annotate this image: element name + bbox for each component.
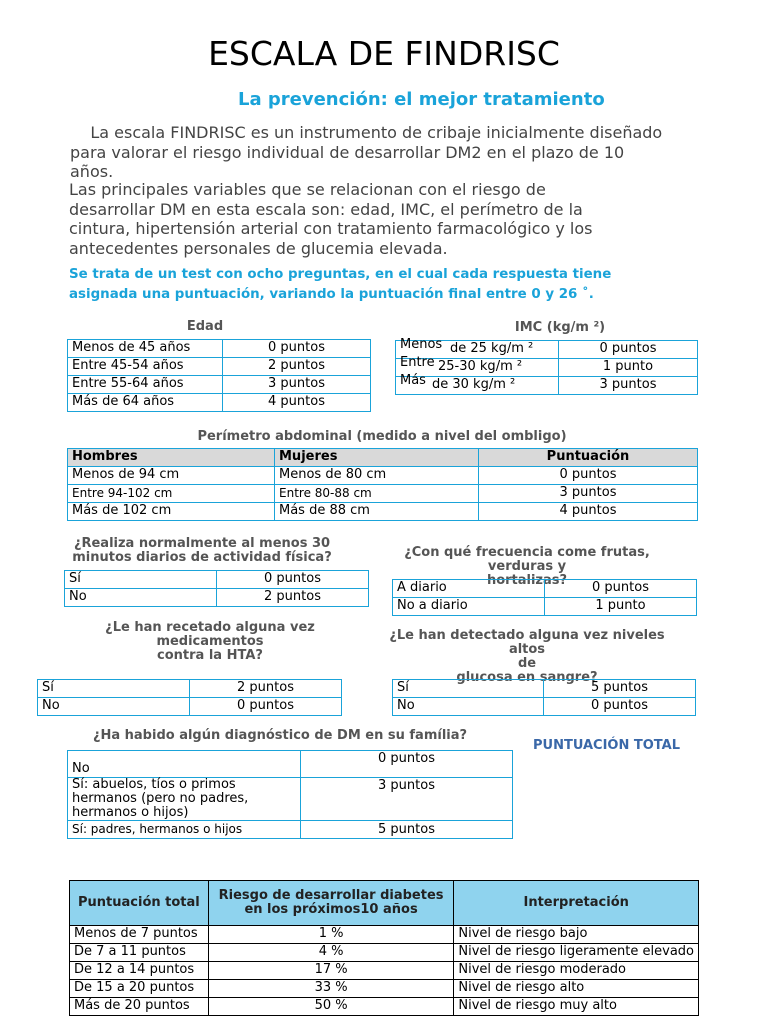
table-row: [68, 340, 371, 358]
intro-paragraph-3: Se trata de un test con ocho preguntas, en el cual cada respuesta tiene asignada una puntuación, variando la puntuación final entre 0 y 26 ˚.: [69, 267, 612, 302]
table-row: [68, 778, 513, 821]
table-cell: Nivel de riesgo muy alto: [454, 998, 699, 1016]
total-score-label: PUNTUACIÓN TOTAL: [533, 738, 681, 753]
table-cell: No: [65, 589, 217, 607]
table-cell: Nivel de riesgo alto: [454, 980, 699, 998]
table-row: [68, 821, 513, 839]
table-cell: Sí: [38, 680, 190, 698]
table-cell: 4 puntos: [479, 503, 698, 521]
table-cell: Sí: [65, 571, 217, 589]
table-cell: De 15 a 20 puntos: [70, 980, 209, 998]
table-cell: 1 punto: [545, 598, 697, 616]
table-cell: 50 %: [208, 998, 454, 1016]
table-cell: 3 puntos: [479, 485, 698, 503]
table-cell: 5 puntos: [544, 680, 696, 698]
table-row: [70, 926, 699, 944]
header-riesgo: Riesgo de desarrollar diabetes en los próximos10 años: [208, 881, 454, 926]
label-line: ¿Le han detectado alguna vez niveles altos: [389, 628, 665, 657]
table-row: [68, 485, 698, 503]
familia-table: [67, 750, 513, 839]
table-cell: 2 puntos: [217, 589, 369, 607]
table-row: [38, 680, 342, 698]
table-row: [393, 698, 696, 716]
table-cell: 0 puntos: [223, 340, 371, 358]
table-cell: Sí: [393, 680, 544, 698]
table-cell: Entre 55-64 años: [68, 376, 223, 394]
table-cell: Menos de 7 puntos: [70, 926, 209, 944]
hta-table: [37, 679, 342, 716]
table-cell: 3 puntos: [559, 377, 698, 395]
table-cell: 17 %: [208, 962, 454, 980]
edad-table: [67, 339, 371, 412]
frutas-table: [392, 579, 697, 616]
table-row: [68, 467, 698, 485]
table-header-row: [68, 449, 698, 467]
table-cell: 2 puntos: [223, 358, 371, 376]
table-cell: No a diario: [393, 598, 545, 616]
header-puntuacion: Puntuación: [479, 449, 698, 467]
table-row: [68, 503, 698, 521]
table-cell: 3 puntos: [223, 376, 371, 394]
table-cell: 0 puntos: [559, 341, 698, 359]
intro-paragraph-2: Las principales variables que se relacionan con el riesgo de desarrollar DM en esta escala son: edad, IMC, el perímetro de la cintura, hipertensión arterial con tratamiento farmacológico y los antecedentes personales de glucemia elevada.: [69, 180, 593, 258]
hta-label: [80, 621, 340, 663]
imc-range: 25-30 kg/m ²: [438, 359, 523, 374]
table-cell: Menos de 80 cm: [275, 467, 479, 485]
table-cell: [396, 373, 559, 395]
table-row: [68, 751, 513, 778]
table-cell: 3 puntos: [301, 778, 513, 821]
imc-prefix: Menos: [400, 337, 443, 352]
label-line: medicamentos: [156, 634, 264, 649]
table-row: [396, 341, 698, 359]
table-cell: 4 puntos: [223, 394, 371, 412]
table-cell: Menos de 94 cm: [68, 467, 275, 485]
perimetro-table: [67, 448, 698, 521]
label-line: hortalizas?: [486, 573, 568, 588]
table-cell: 33 %: [208, 980, 454, 998]
table-cell: No: [393, 698, 544, 716]
risk-table: [69, 880, 699, 1016]
familia-label: ¿Ha habido algún diagnóstico de DM en su família?: [92, 728, 468, 743]
perimetro-label: Perímetro abdominal (medido a nivel del ombligo): [197, 429, 567, 444]
table-row: [70, 998, 699, 1016]
table-header-row: [70, 881, 699, 926]
imc-prefix: Más: [400, 373, 426, 388]
imc-prefix: Entre: [400, 355, 435, 370]
table-row: [393, 580, 697, 598]
table-row: [70, 962, 699, 980]
edad-label: Edad: [186, 319, 224, 334]
table-row: [38, 698, 342, 716]
table-cell: Entre 45-54 años: [68, 358, 223, 376]
table-cell: 1 punto: [559, 359, 698, 377]
table-cell: De 7 a 11 puntos: [70, 944, 209, 962]
table-cell: 0 puntos: [545, 580, 697, 598]
table-cell: A diario: [393, 580, 545, 598]
table-cell: Entre 94-102 cm: [68, 485, 275, 503]
label-line: minutos diarios de actividad física?: [72, 550, 332, 565]
table-cell: Entre 80-88 cm: [275, 485, 479, 503]
label-line: ¿Le han recetado alguna vez: [105, 620, 315, 635]
table-cell: Sí: padres, hermanos o hijos: [68, 821, 301, 839]
label-line: glucosa en sangre?: [456, 670, 598, 685]
table-cell: 0 puntos: [217, 571, 369, 589]
imc-table: [395, 337, 698, 395]
table-cell: 0 puntos: [544, 698, 696, 716]
imc-range: de 25 kg/m ²: [450, 341, 534, 356]
header-puntuacion-total: Puntuación total: [70, 881, 209, 926]
table-row: [68, 358, 371, 376]
table-cell: Nivel de riesgo bajo: [454, 926, 699, 944]
header-hombres: Hombres: [68, 449, 275, 467]
table-cell: 5 puntos: [301, 821, 513, 839]
label-line: de: [517, 656, 537, 671]
header-mujeres: Mujeres: [275, 449, 479, 467]
table-row: [68, 394, 371, 412]
page-subtitle: La prevención: el mejor tratamiento: [238, 89, 605, 110]
table-cell: Menos de 45 años: [68, 340, 223, 358]
page-title: ESCALA DE FINDRISC: [208, 34, 560, 73]
table-cell: 4 %: [208, 944, 454, 962]
table-cell: De 12 a 14 puntos: [70, 962, 209, 980]
actividad-table: [64, 570, 369, 607]
table-row: [396, 359, 698, 377]
intro-paragraph-1: [70, 123, 670, 182]
table-row: [393, 680, 696, 698]
table-cell: 2 puntos: [190, 680, 342, 698]
table-cell: No: [38, 698, 190, 716]
label-line: ¿Realiza normalmente al menos 30: [73, 536, 331, 551]
table-cell: Sí: abuelos, tíos o primos hermanos (pero no padres, hermanos o hijos): [68, 778, 301, 821]
actividad-label: [62, 537, 342, 565]
table-cell: 0 puntos: [479, 467, 698, 485]
table-cell: Más de 102 cm: [68, 503, 275, 521]
table-row: [393, 598, 697, 616]
table-cell: Más de 64 años: [68, 394, 223, 412]
table-row: [68, 376, 371, 394]
table-cell: 1 %: [208, 926, 454, 944]
table-row: [65, 589, 369, 607]
table-row: [70, 980, 699, 998]
glucosa-label: [372, 629, 682, 685]
table-cell: No: [68, 751, 301, 778]
table-cell: Más de 20 puntos: [70, 998, 209, 1016]
table-row: [396, 377, 698, 395]
header-interpretacion: Interpretación: [454, 881, 699, 926]
label-line: contra la HTA?: [157, 648, 263, 663]
table-cell: Nivel de riesgo ligeramente elevado: [454, 944, 699, 962]
table-cell: 0 puntos: [301, 751, 513, 778]
glucosa-table: [392, 679, 696, 716]
table-row: [70, 944, 699, 962]
imc-label: IMC (kg/m ²): [514, 320, 606, 335]
intro-text-1: La escala FINDRISC es un instrumento de cribaje inicialmente diseñado para valorar el riesgo individual de desarrollar DM2 en el plazo de 10 años.: [70, 123, 663, 181]
table-cell: Más de 88 cm: [275, 503, 479, 521]
table-row: [65, 571, 369, 589]
label-line: ¿Con qué frecuencia come frutas, verduras y: [404, 545, 650, 574]
table-cell: Nivel de riesgo moderado: [454, 962, 699, 980]
table-cell: 0 puntos: [190, 698, 342, 716]
imc-range: de 30 kg/m ²: [432, 377, 516, 392]
